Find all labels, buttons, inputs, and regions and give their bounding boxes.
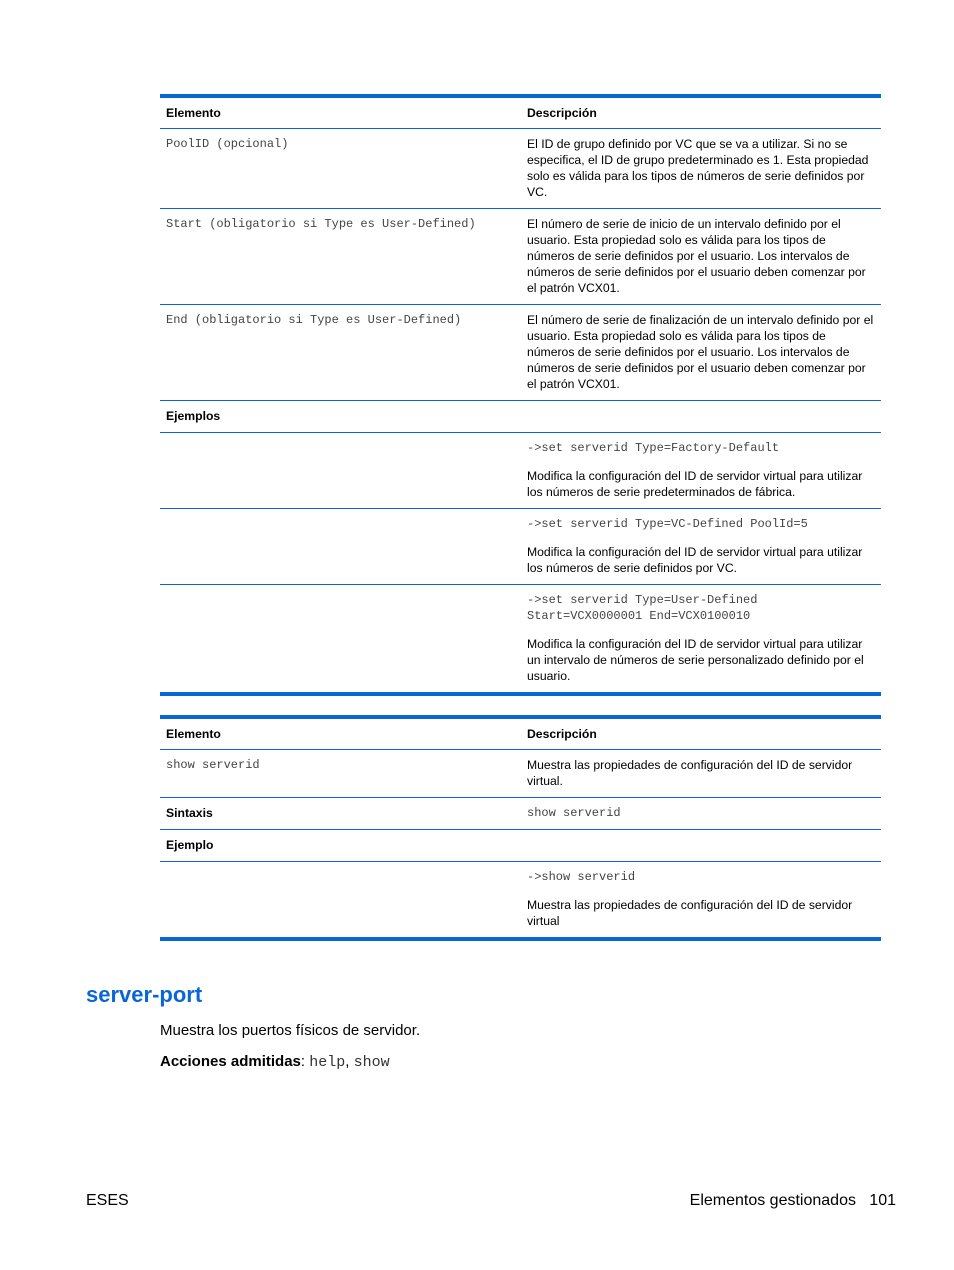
example-row <box>160 433 881 509</box>
example-code: ->set serverid Type=Factory-Default <box>527 441 780 455</box>
description-cell: El número de serie de inicio de un intervalo definido por el usuario. Esta propiedad solo es válida para los tipos de números de serie definidos por el usuario. Los intervalos de números de serie definidos por el usuario deben comenzar por el patrón VCX01. <box>521 209 881 305</box>
description-cell: El ID de grupo definido por VC que se va a utilizar. Si no se especifica, el ID de grupo predeterminado es 1. Esta propiedad solo es válida para los tipos de números de serie definidos por VC. <box>521 129 881 209</box>
example-code: ->set serverid Type=User-Defined Start=VCX0000001 End=VCX0100010 <box>527 593 758 623</box>
examples-label: Ejemplos <box>160 401 521 433</box>
table-row <box>160 129 881 209</box>
table-header-row <box>160 717 881 750</box>
properties-table <box>160 94 881 696</box>
section-title: server-port <box>86 982 203 1007</box>
example-description: Modifica la configuración del ID de servidor virtual para utilizar un intervalo de números de serie personalizado definido por el usuario. <box>527 637 864 683</box>
element-cell: show serverid <box>160 750 521 798</box>
example-description: Modifica la configuración del ID de servidor virtual para utilizar los números de serie definidos por VC. <box>527 545 863 575</box>
table-row <box>160 750 881 798</box>
actions-label: Acciones admitidas <box>160 1053 301 1070</box>
action-help: help <box>309 1054 346 1071</box>
example-code: ->show serverid <box>527 870 636 884</box>
description-cell: El número de serie de finalización de un intervalo definido por el usuario. Esta propiedad solo es válida para los tipos de números de serie definidos por el usuario. Los intervalos de números de serie definidos por el usuario deben comenzar por el patrón VCX01. <box>521 305 881 401</box>
table-row <box>160 305 881 401</box>
action-show: show <box>353 1054 390 1071</box>
element-cell: Start (obligatorio si Type es User-Defined) <box>160 209 521 305</box>
example-row <box>160 509 881 585</box>
section-intro: Muestra los puertos físicos de servidor. <box>160 1022 421 1039</box>
example-description: Muestra las propiedades de configuración del ID de servidor virtual <box>527 898 853 928</box>
element-cell: PoolID (opcional) <box>160 129 521 209</box>
table-header-row <box>160 96 881 129</box>
description-cell: Muestra las propiedades de configuración del ID de servidor virtual. <box>521 750 881 798</box>
column-header-element: Elemento <box>160 96 521 129</box>
column-header-description: Descripción <box>521 717 881 750</box>
example-code: ->set serverid Type=VC-Defined PoolId=5 <box>527 517 808 531</box>
example-label: Ejemplo <box>160 830 521 862</box>
show-command-table <box>160 715 881 941</box>
example-row <box>160 585 881 695</box>
footer-locale: ESES <box>86 1192 129 1209</box>
column-header-description: Descripción <box>521 96 881 129</box>
element-cell: End (obligatorio si Type es User-Defined) <box>160 305 521 401</box>
footer-page-info: Elementos gestionados 101 <box>689 1192 896 1209</box>
examples-label-row <box>160 401 881 433</box>
table-row <box>160 209 881 305</box>
supported-actions: Acciones admitidas: help, show <box>160 1053 390 1071</box>
example-cell <box>521 862 881 940</box>
syntax-label: Sintaxis <box>160 798 521 830</box>
example-description: Modifica la configuración del ID de servidor virtual para utilizar los números de serie predeterminados de fábrica. <box>527 469 863 499</box>
example-label-row <box>160 830 881 862</box>
syntax-value: show serverid <box>521 798 881 830</box>
example-row <box>160 862 881 940</box>
column-header-element: Elemento <box>160 717 521 750</box>
example-cell <box>521 585 881 695</box>
syntax-row <box>160 798 881 830</box>
example-cell <box>521 433 881 509</box>
example-cell <box>521 509 881 585</box>
